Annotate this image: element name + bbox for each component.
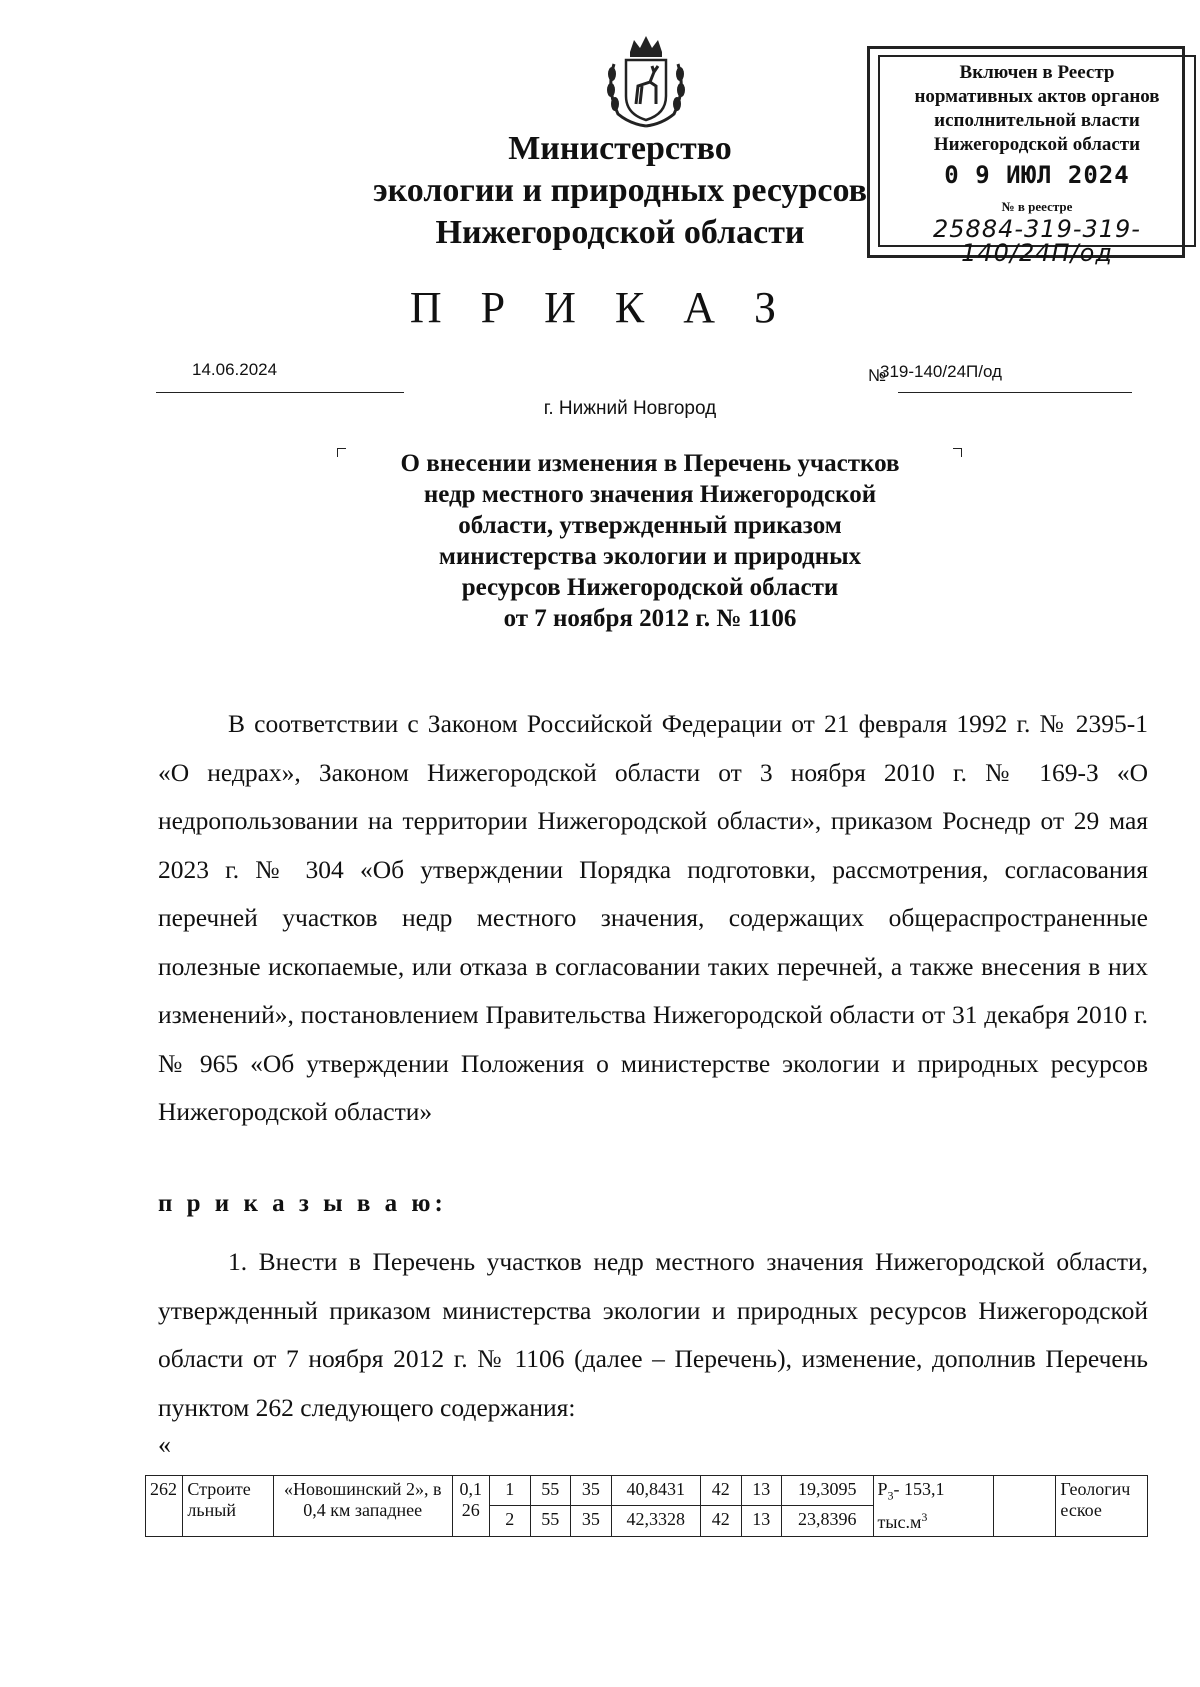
ministry-line-2: экологии и природных ресурсов (372, 172, 868, 209)
cell-empty (994, 1476, 1056, 1537)
cell-point: 1 (490, 1476, 531, 1506)
cell-lat-deg: 55 (530, 1476, 571, 1506)
stamp-line-3: исполнительной власти (934, 110, 1140, 131)
registry-stamp (867, 46, 1185, 267)
title-line-1: О внесении изменения в Перечень участков (400, 450, 900, 477)
stamp-frame (878, 55, 1196, 267)
number-sign: № (868, 366, 887, 385)
cell-lat-sec: 42,3328 (611, 1506, 700, 1536)
document-city: г. Нижний Новгород (543, 398, 717, 419)
resources-unit: тыс.м (877, 1511, 922, 1532)
ministry-name (340, 128, 900, 254)
document-title (340, 448, 960, 634)
title-line-5: ресурсов Нижегородской области (461, 574, 839, 601)
cell-lon-sec: 19,3095 (782, 1476, 873, 1506)
opening-quote: « (158, 1430, 171, 1459)
stamp-line-1: Включен в Реестр (959, 62, 1115, 83)
title-line-3: области, утвержденный приказом (458, 512, 842, 539)
document-date: 14.06.2024 (192, 360, 278, 379)
cell-lon-min: 13 (741, 1506, 782, 1536)
resources-sup: 3 (921, 1509, 928, 1524)
cell-lat-min: 35 (571, 1476, 612, 1506)
stamp-line-4: Нижегородской области (933, 134, 1141, 155)
number-underline (898, 392, 1132, 393)
ministry-line-3: Нижегородской области (435, 214, 805, 251)
cell-lat-sec: 40,8431 (611, 1476, 700, 1506)
deposit-table (145, 1475, 1148, 1537)
cell-name: «Новошинский 2», в 0,4 км западнее (273, 1476, 452, 1537)
cell-lon-min: 13 (741, 1476, 782, 1506)
resources-value: - 153,1 (893, 1479, 945, 1499)
stamp-line-2: нормативных актов органов (914, 86, 1160, 107)
resources-prefix: P (877, 1479, 888, 1499)
document-number: 319-140/24П/од (880, 362, 1002, 381)
cell-area: 0,1 26 (452, 1476, 489, 1537)
cell-purpose: Геологич еское (1056, 1476, 1148, 1537)
stamp-date: 0 9 ИЮЛ 2024 (944, 161, 1130, 189)
resources-sub: 3 (887, 1488, 894, 1503)
ministry-line-1: Министерство (508, 130, 732, 167)
cell-point: 2 (490, 1506, 531, 1536)
item-1-paragraph: 1. Внести в Перечень участков недр местного значения Нижегородской области, утвержденный приказом министерства экологии и природных ресурсов Нижегородской области от 7 ноября 2012 г. № 1106 (далее – Перечень), изменение, дополнив Перечень пунктом 262 следующего содержания: (158, 1247, 1148, 1422)
title-line-6: от 7 ноября 2012 г. № 1106 (503, 605, 797, 632)
cell-lat-min: 35 (571, 1506, 612, 1536)
cell-number: 262 (146, 1476, 183, 1537)
coat-of-arms-icon (600, 34, 692, 128)
cell-lon-deg: 42 (700, 1506, 741, 1536)
preamble-paragraph: В соответствии с Законом Российской Федерации от 21 февраля 1992 г. № 2395-1 «О недрах», Законом Нижегородской области от 3 ноября 2010 г. № 169-З «О недропользовании на территории Нижегородской области», приказом Роснедр от 29 мая 2023 г. № 304 «Об утверждении Порядка подготовки, рассмотрения, согласования перечней участков недр местного значения, содержащих общераспространенные полезные ископаемые, или отказа в согласовании таких перечней, а также внесения в них изменений», постановлением Правительства Нижегородской области от 31 декабря 2010 г. № 965 «Об утверждении Положения о министерстве экологии и природных ресурсов Нижегородской области» (158, 709, 1148, 1126)
table-row (146, 1476, 1148, 1506)
title-line-2: недр местного значения Нижегородской (423, 481, 877, 508)
title-line-4: министерства экологии и природных (438, 543, 862, 570)
stamp-registry-number: 25884-319-319-140/24П/од (933, 215, 1141, 267)
stamp-registry-label: № в реестре (1001, 199, 1073, 214)
document-type: П Р И К А З (409, 283, 791, 332)
cell-lat-deg: 55 (530, 1506, 571, 1536)
cell-resources (873, 1476, 994, 1537)
cell-lon-sec: 23,8396 (782, 1506, 873, 1536)
cell-mineral: Строите льный (183, 1476, 273, 1537)
order-word: п р и к а з ы в а ю: (158, 1190, 447, 1217)
date-underline (156, 392, 404, 393)
cell-lon-deg: 42 (700, 1476, 741, 1506)
